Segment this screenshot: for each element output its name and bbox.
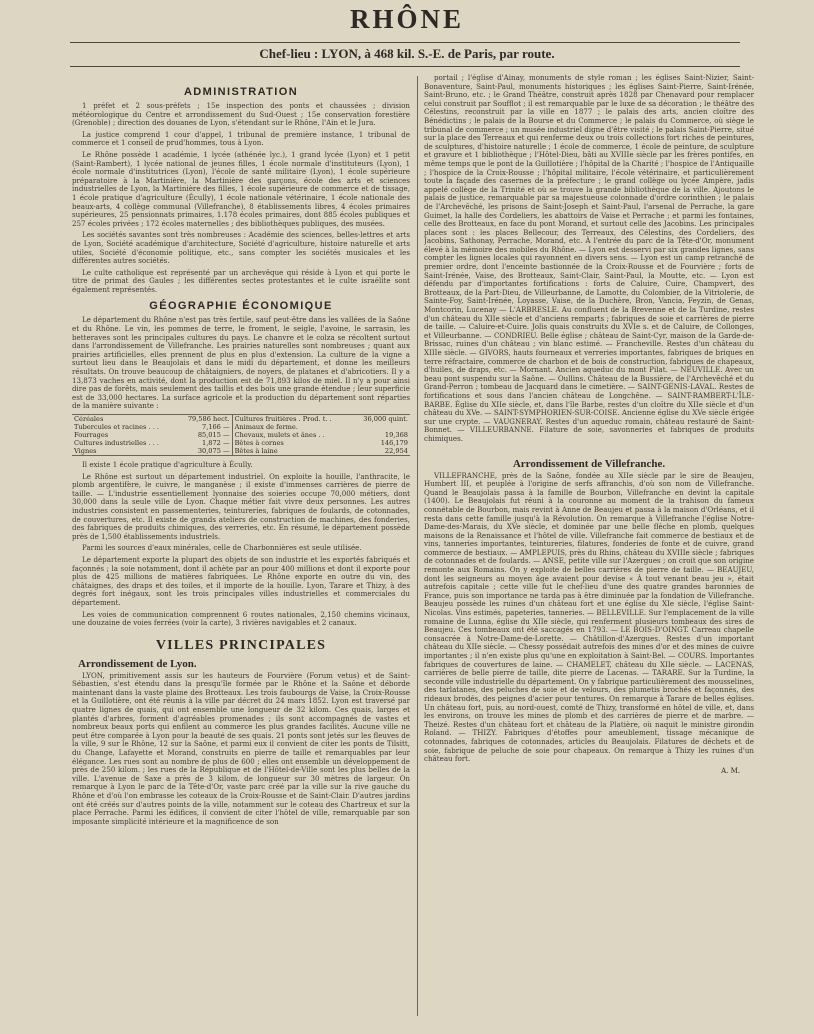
stats-cell: 19,368 [384,431,408,439]
stats-cell: 85,015 — [177,431,232,439]
paragraph: Les sociétés savantes sont très nombreuses : Académie des sciences, belles-lettres et arts de Lyon, Société académique d'architecture, Société d'agriculture, histoire naturelle et arts utiles, Société d'économie politique, etc., sans compter les sociétés musicales et les différentes autres sociétés. [72,230,410,266]
paragraph: Il existe 1 école pratique d'agriculture à Écully. [82,460,253,469]
geo-section [72,316,410,411]
stats-cell: 146,179 [380,439,408,447]
stats-cell: 30,075 — [177,447,232,456]
column-separator [417,76,418,1016]
stats-row [72,447,410,456]
stats-cell: 36,000 quint. [363,415,408,423]
stats-cell [352,423,410,431]
left-column [72,80,410,1020]
stats-cell: 1,872 — [177,439,232,447]
stats-cell: Céréales [74,415,104,423]
geo-heading: GÉOGRAPHIE ÉCONOMIQUE [149,300,333,313]
stats-cell: Vignes [74,447,97,455]
stats-cell: 79,586 hect. [177,415,232,424]
paragraph: Parmi les sources d'eaux minérales, celle de Charbonnières est seule utilisée. [82,543,362,553]
paragraph: Le département du Rhône n'est pas très fertile, sauf peut-être dans les vallées de la Saône et du Rhône. Le vin, les pommes de terre, le froment, le seigle, l'avoine, le sarrasin, les betteraves sont les principales cultures du pays. Le chanvre et le colza se récoltent surtout dans l'arrondissement de Villefranche. Les prairies naturelles sont nombreuses ; quant aux prairies artificielles, elles prennent de plus en plus d'extension. La culture de la vigne a surtout lieu dans le Beaujolais et dans le midi du département, et donne les meilleurs résultats. On trouve beaucoup de châtaigniers, de noyers, de platanes et d'abricotiers. Il y a 13,873 vaches en activité, dont la production est de 71,893 kilos de miel. Il n'y a pour ainsi dire pas de forêts, mais seulement des taillis et des bois une grande étendue ; leur superficie est de 33,000 hectares. La surface agricole et la production du département sont réparties de la manière suivante : [72,315,410,411]
arr-villefranche-heading: Arrondissement de Villefranche. [512,457,666,470]
paragraph: Les voies de communication comprennent 6 routes nationales, 2,150 chemins vicinaux, une douzaine de voies ferrées (voir la carte), 3 rivières navigables et 2 canaux. [72,609,410,628]
stats-cell: 7,166 — [177,423,232,431]
paragraph: Le Rhône possède 1 académie, 1 lycée (athénée lyc.), 1 grand lycée (Lyon) et 1 petit (Saint-Rambert), 1 lycée national de jeunes filles, 1 école normale d'instituteurs (Lyon), 1 école normale d'institutrices (Lyon), l'école de santé militaire (Lyon), 1 école supérieure préparatoire à la Martinière, la Martinière des garçons, école des arts et sciences industrielles de Lyon, la Martinière des filles, 1 école supérieure de commerce et de tissage, 1 école pratique d'agriculture (Écully), 1 école nationale vétérinaire, 1 école nationale des beaux-arts, 4 collège communal (Villefranche), 8 établissements libres, 4 écoles primaires supérieures, 25 pensionnats primaires, 1.178 écoles primaires, dont 885 écoles publiques et 257 écoles privées ; 172 écoles maternelles ; des bibliothèques publiques, des musées. [72,149,410,228]
stats-row [72,415,410,424]
stats-table [72,414,410,456]
stats-cell: Animaux de ferme. [234,423,298,431]
admin-heading: ADMINISTRATION [183,86,299,98]
paragraph: LYON, primitivement assis sur les hauteurs de Fourvière (Forum vetus) et de Saint-Sébastien, s'est étendu dans la presqu'île formée par le Rhône et la Saône et déborde maintenant dans la vaste plaine des Brotteaux. Les trois faubourgs de Vaise, la Croix-Rousse et la Guillotière, ont été réunis à la ville par décret du 24 mars 1852. Lyon est traversé par quatre lignes de quais, qui ont ensemble une longueur de 32 kilom. Ces quais, larges et plantés d'arbres, forment d'agréables promenades ; ils sont accompagnés de vastes et nombreux beaux ports qui enfilent au commerce les plus grandes facilités. Aucune ville ne peut être comparée à Lyon pour la beauté de ses quais. 21 ponts sont jetés sur les fleuves de la ville, 9 sur le Rhône, 12 sur la Saône, et parmi eux il convient de citer les ponts de Tilsitt, du Change, Lafayette et Morand, construits en pierre de taille et remarquables par leur élégance. Les rues sont au nombre de plus de 600 ; elles ont ensemble un développement de près de 250 kilom. ; les rues de la République et de l'Hôtel-de-Ville sont les plus belles de la ville. L'avenue de Saxe a près de 3 kilom. de longueur sur 30 mètres de largeur. On remarque à Lyon le parc de la Tête-d'Or, vaste parc créé par la ville sur la rive gauche du Rhône et d'où l'on embrasse les coteaux de la Croix-Rousse et de Saint-Clair. D'autres jardins ont été créés sur d'autres points de la ville, notamment sur le coteau des Chartreux et sur la place Perrache. Parmi les édifices, il convient de citer l'hôtel de ville, remarquable par son imposante simplicité intérieure et la magnificence de son [72,670,410,826]
stats-cell: Cultures fruitières . Prod. t. . [234,415,332,423]
stats-cell: Tubercules et racines . . . [74,423,159,431]
signature: A. M. [721,766,740,775]
subtitle-rule [70,66,740,67]
stats-cell: 22,954 [384,447,408,455]
paragraph: 1 préfet et 2 sous-préfets ; 15e inspection des ponts et chaussées ; division météorologique du Centre et arrondissement du Sud-Ouest ; 15e conservation forestière (Grenoble) ; direction des douanes de Lyon, s'étendant sur le Rhône, l'Ain et le Jura. [72,101,410,128]
arr-lyon-heading: Arrondissement de Lyon. [78,657,197,670]
right-column [424,74,754,1014]
title-rule [70,42,740,43]
stats-row [72,431,410,439]
geo-section-2 [72,461,410,628]
right-top-section [424,74,754,444]
admin-section [72,102,410,294]
stats-row [72,439,410,447]
stats-cell: Chevaux, mulets et ânes . . [234,431,325,439]
paragraph: Le Rhône est surtout un département industriel. On exploite la houille, l'anthracite, le plomb argentifère, le cuivre, le manganèse ; il existe d'immenses carrières de pierre de taille. — L'industrie essentiellement lyonnaise des soieries occupe 70,000 métiers, dont 30,000 dans la seule ville de Lyon. Chaque métier fait vivre deux personnes. Les autres industries consistent en passementeries, teintureries, fabriques de foulards, de cotonnades, de couvertures, etc. Il existe de grands ateliers de construction de machines, des fonderies, des fabriques de produits chimiques, des verreries, etc. En résumé, le département possède près de 1,500 établissements industriels. [72,471,410,541]
lyon-section [72,672,410,827]
stats-cell: Cultures industrielles . . . [74,439,159,447]
stats-row [72,423,410,431]
paragraph: Le culte catholique est représenté par un archevêque qui réside à Lyon et qui porte le titre de primat des Gaules ; les différentes sectes protestantes et le culte israélite sont également représentés. [72,267,410,294]
stats-cell: Bêtes à cornes [234,439,284,447]
villes-heading: VILLES PRINCIPALES [155,637,327,653]
paragraph: portail ; l'église d'Ainay, monuments de style roman ; les églises Saint-Nizier, Saint-Bonaventure, Saint-Paul, monuments historiques ; les églises Saint-Pierre, Saint-Irénée, Saint-Bruno, etc. ; le Grand Théâtre, construit après 1828 par Chenavard pour remplacer celui construit par Soufflot ; il est remarquable par le luxe de sa décoration ; le théâtre des Célestins, reconstruit par la ville en 1877 ; le palais des arts, ancien cloître des Bénédictins ; le palais de la Bourse et du Commerce ; le palais du Commerce, où siège le tribunal de commerce ; un musée industriel digne d'être visité ; le palais Saint-Pierre, situé sur la place des Terreaux et qui renferme deux ou trois collections fort riches de peintures, de sculptures, d'histoire naturelle ; 1 école de commerce, 1 école de peinture, de sculpture et gravure et 1 bibliothèque ; l'Hôtel-Dieu, bâti au XVIIIe siècle par les frères pontifes, en même temps que le pont de la Guillotière ; l'hôpital de la Charité ; l'hospice de l'Antiquaille ; l'hospice de la Croix-Rousse ; l'hôpital militaire, l'école vétérinaire, et particulièrement toute la façade des casernes de la préfecture ; le grand collège ou lycée Ampère, jadis appelé collège de la Trinité et où se trouve la grande bibliothèque de la ville. Ajoutons le palais de justice, remarquable par sa majestueuse colonnade d'ordre corinthien ; le palais de l'Archevêché, les prisons de Saint-Joseph et Saint-Paul, l'arsenal de Perrache, la gare Guimet, la halle des Cordeliers, les abattoirs de Vaise et Perrache ; et parmi les fontaines, celle des Brotteaux, en face du pont Morand, et surtout celle des Jacobins. Les principales places sont : les places Bellecour, des Terreaux, des Célestins, des Cordeliers, des Jacobins, Sathonay, Perrache, Morand, etc. À l'entrée du parc de la Tête-d'Or, monument élevé à la mémoire des mobiles du Rhône. — Lyon est desservi par six grandes lignes, sans compter les lignes locales qui rayonnent en divers sens. — Lyon est un camp retranché de premier ordre, dont l'enceinte bastionnée de la Croix-Rousse et de Fourvière ; forts de Saint-Irénée, Vaise, des Brotteaux, Saint-Clair, Saint-Paul, la Moutte, etc. — Lyon est défendu par d'importantes fortifications : forts de Caluire, Cuire, Champvert, des Brotteaux, de la Part-Dieu, de Villeurbanne, de Lamotte, du Colombier, de la Vitriolerie, de Sainte-Foy, Saint-Irénée, Loyasse, Vaise, de la Duchère, Bron, Vancia, Feyzin, de Genas, Montcorin, Lucenay — L'ARBRESLE. Au confluent de la Brevenne et de la Turdine, restes d'un château du XIIe siècle et d'anciens remparts ; fabriques de soie et carrières de pierre de taille. — Caluire-et-Cuire. Jolis quais construits du XVIe s. et de Caluire, de Collonges, et Villeurbanne. — CONDRIEU. Belle église ; château de Saint-Cyr, maison de la Garde-de-Brissac, ruines d'un château ; vin blanc estimé. — Francheville. Restes d'un château du XIIIe siècle. — GIVORS, hauts fourneaux et verreries importantes, fabriques de briques en terre réfractaire, commerce de charbon et de bois de construction, fabriques de chapeaux, d'huiles, de draps, etc. — Mornant. Ancien aqueduc du mont Pilat. — NEUVILLE. Avec un beau pont suspendu sur la Saône. — Oullins. Château de la Bussière, de l'Archevêché et du Grand-Perron ; tombeau de Jacquard dans le cimetière. — SAINT-GENIS-LAVAL. Restes de fortifications et sous dans l'ancien château de Longchêne. — SAINT-RAMBERT-L'ÎLE-BARBE. Église du XIIe siècle, et, dans l'île Barbe, restes d'un cloître du XIIe siècle et d'un château du XVe. — SAINT-SYMPHORIEN-SUR-COISE. Ancienne église du XVe siècle érigée sur une crypte. — VAUGNERAY. Restes d'un aqueduc romain, château restauré de Saint-Bonnet. — VILLEURBANNE. Filature de soie, savonneries et fabriques de produits chimiques. [424,74,754,443]
stats-cell: Bêtes à laine [234,447,278,455]
paragraph: VILLEFRANCHE, près de la Saône, fondée au XIIe siècle par le sire de Beaujeu, Humbert III, et peuplée à l'origine de serfs affranchis, d'où son nom de Villefranche. Quand le Beaujolais passa à la famille de Bourbon, Villefranche en devint la capitale (1400). Le Beaujolais fut réuni à la couronne au moment de la trahison du fameux connétable de Bourbon, mais revint à Anne de Beaujeu et passa à la maison d'Orléans, et il resta dans cette famille jusqu'à la Révolution. On remarque à Villefranche l'église Notre-Dame-des-Marais, du XVe siècle, et dominée par une belle flèche en plomb, quelques maisons de la Renaissance et l'hôtel de ville. Villefranche fait commerce de bestiaux et de vins, tanneries importantes, teintureries, filatures, fonderies de fonte et de cuivre, grand commerce de bestiaux. — AMPLEPUIS, près du Rhins, château du XVIIIe siècle ; fabriques de cotonnades et de foulards. — ANSE, petite ville sur l'Azergues ; on croit que son origine remonte aux Romains. On y exploite de belles carrières de pierre de taille. — BEAUJEU, dont les seigneurs au moyen âge avaient pour devise « À tout venant beau jeu », était autrefois capitale ; cette ville fut le chef-lieu d'une des quatre grandes baronnies de France, puis son importance ne tarda pas à être diminuée par la fondation de Villefranche. Beaujeu possède les ruines d'un château fort et une église du XIe siècle, l'église Saint-Nicolas. Vins estimés, papeteries, tanneries. — BELLEVILLE. Sur l'emplacement de la ville romaine de Lunna, église du XIIe siècle, qui renferment plusieurs tombeaux des sires de Beaujeu. Ces tombeaux ont été saccagés en 1793. — LE BOIS-D'OINGT. Carreau chapelle consacrée à Notre-Dame-de-Lorette. — Châtillon-d'Azergues. Restes d'un important château du XIIe siècle. — Chessy possédait autrefois des mines d'or et des mines de cuivre importantes ; il n'en existe plus qu'une en exploitation à Saint-Bel. — COURS. Importantes fabriques de couvertures de laine. — CHAMELET, château du XIIe siècle. — LACENAS, carrières de belle pierre de taille, dite pierre de Lacenas. — TARARE. Sur la Turdine, la seconde ville industrielle du département. On y fabrique particulièrement des mousselines, des tarlatanes, des peluches de soie et de velours, des plumetis brochés et façonnés, des rideaux brodés, des peignes d'acier pour tentures. On remarque à Tarare de belles églises. Un château fort, puis, au nord-ouest, comté de Thizy, transformé en hôtel de ville, et, dans les environs, on trouve les mines de plomb et des carrières de pierre et de marbre. — Theizé. Restes d'un château fort et château de la Platière, où naquit le ministre girondin Roland. — THIZY. Fabriques d'étoffes pour ameublement, tissage mécanique de cotonnades, fabriques de cotonnades, articles du Beaujolais. Filatures de déchets et de soie, fabrique de peluche de soie pour chapeaux. On remarque à Thizy les ruines d'un château fort. [424,470,754,764]
page-title: RHÔNE [349,4,464,34]
paragraph: La justice comprend 1 cour d'appel, 1 tribunal de première instance, 1 tribunal de commerce et 1 conseil de prud'hommes, tous à Lyon. [72,129,410,148]
villefranche-section [424,472,754,764]
stats-cell: Fourrages [74,431,109,439]
page-subtitle: Chef-lieu : LYON, à 468 kil. S.-E. de Paris, par route. [259,46,555,61]
paragraph: Le département exporte la plupart des objets de son industrie et les exportés fabriqués et façonnés ; la soie notamment, dont il achète par an pour 400 millions et dont il exporte pour plus de 425 millions de matières fabriquées. Le Rhône exporte en outre du vin, des châtaignes, des draps et des toiles, et il importe de la houille. Lyon, Tarare et Thizy, à des degrés fort inégaux, sont les trois principales villes industrielles et commerciales du département. [72,554,410,607]
